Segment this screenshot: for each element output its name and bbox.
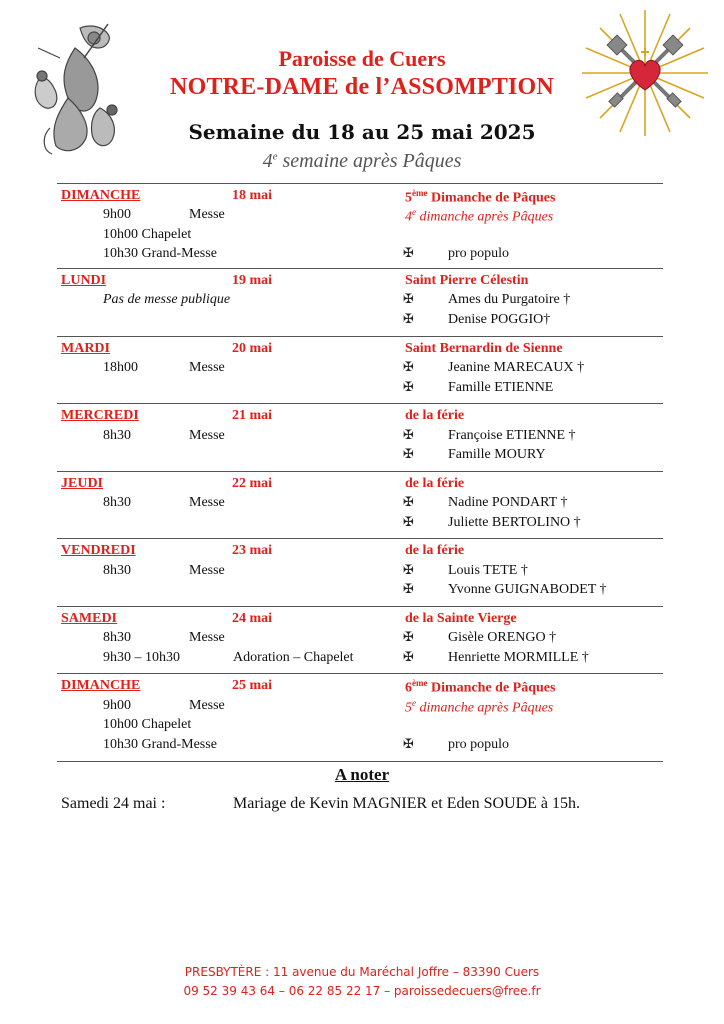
cross-icon: ✠ [403,563,414,578]
cross-icon: ✠ [403,292,414,307]
feast-sub-text: dimanche après Pâques [416,209,554,225]
feast-subtitle [405,698,553,717]
day-name: SAMEDI [61,611,118,626]
subtitle-text: semaine après Pâques [277,150,462,172]
day-date: 19 mai [232,273,273,288]
mass-intention: Henriette MORMILLE † [448,650,589,665]
mass-time: 8h30 [103,495,131,510]
mass-label: Messe [189,428,225,443]
feast-sub-text: dimanche après Pâques [416,700,554,716]
parish-name: Paroisse de Cuers [278,46,446,71]
feast-title [405,678,555,697]
mass-label: Messe [189,207,225,222]
mass-time: 18h00 [103,360,138,375]
feast-title: de la férie [405,408,465,423]
mass-label: Adoration – Chapelet [233,650,354,665]
feast-text: Dimanche de Pâques [427,190,556,206]
mass-intention: Juliette BERTOLINO † [448,515,581,530]
mass-intention: Françoise ETIENNE † [448,428,576,443]
mass-time: 10h00 Chapelet [103,227,192,242]
feast-title: Saint Bernardin de Sienne [405,341,563,356]
note-title: A noter [334,765,390,784]
church-title: NOTRE-DAME de l’ASSOMPTION [170,74,554,100]
feast-ordinal: ème [412,188,428,198]
mass-intention: Gisèle ORENGO † [448,630,557,645]
cross-icon: ✠ [403,737,414,752]
footer-contact: 09 52 39 43 64 – 06 22 85 22 17 – paroissedecuers@free.fr [183,984,541,998]
feast-title: de la férie [405,543,465,558]
day-name: MERCREDI [61,408,139,423]
cross-icon: ✠ [403,495,414,510]
note-day: Samedi 24 mai : [61,795,166,812]
mass-time: 10h30 Grand-Messe [103,246,217,261]
table-rule [57,673,663,674]
mass-intention: Denise POGGIO† [448,312,551,327]
feast-sub-ordinal: e [412,207,416,217]
mass-intention: Yvonne GUIGNABODET † [448,582,607,597]
feast-title: Saint Pierre Célestin [405,273,529,288]
cross-icon: ✠ [403,360,414,375]
mass-label: Messe [189,630,225,645]
day-date: 22 mai [232,476,273,491]
feast-title: de la Sainte Vierge [405,611,517,626]
feast-title: de la férie [405,476,465,491]
feast-number: 5 [405,190,412,206]
feast-ordinal: ème [412,678,428,688]
day-name: LUNDI [61,273,107,288]
cross-icon: ✠ [403,246,414,261]
table-rule [57,538,663,539]
day-date: 24 mai [232,611,273,626]
day-name: DIMANCHE [61,678,141,693]
cross-icon: ✠ [403,515,414,530]
day-date: 21 mai [232,408,273,423]
day-name: JEUDI [61,476,104,491]
cross-icon: ✠ [403,582,414,597]
mass-label: Messe [189,698,225,713]
table-rule [57,471,663,472]
cross-icon: ✠ [403,380,414,395]
feast-number: 6 [405,680,412,696]
day-date: 25 mai [232,678,273,693]
day-date: 23 mai [232,543,273,558]
mass-intention: Ames du Purgatoire † [448,292,571,307]
week-title: Semaine du 18 au 25 mai 2025 [188,120,536,144]
mass-intention: Famille ETIENNE [448,380,554,395]
mass-intention: pro populo [448,246,510,261]
mass-intention: Louis TETE † [448,563,528,578]
mass-time: 10h30 Grand-Messe [103,737,217,752]
feast-sub-ordinal: e [412,698,416,708]
day-name: VENDREDI [61,543,136,558]
cross-icon: ✠ [403,312,414,327]
table-rule [57,336,663,337]
mass-label: Messe [189,360,225,375]
feast-subtitle [405,207,553,226]
cross-icon: ✠ [403,447,414,462]
mass-label: Messe [189,495,225,510]
subtitle-number: 4 [262,150,273,172]
table-rule [57,268,663,269]
cross-icon: ✠ [403,428,414,443]
mass-time: 8h30 [103,428,131,443]
feast-text: Dimanche de Pâques [427,680,556,696]
feast-title [405,188,555,207]
mass-time: 8h30 [103,630,131,645]
table-rule [57,761,663,762]
cross-icon: ✠ [403,630,414,645]
note-text: Mariage de Kevin MAGNIER et Eden SOUDE à 15h. [233,795,581,812]
mass-time: 10h00 Chapelet [103,717,192,732]
table-rule [57,606,663,607]
day-name: DIMANCHE [61,188,141,203]
subtitle-ordinal: e [272,150,278,163]
mass-label: Messe [189,563,225,578]
table-rule [57,183,663,184]
table-rule [57,403,663,404]
day-date: 18 mai [232,188,273,203]
mass-intention: Famille MOURY [448,447,546,462]
mass-intention: pro populo [448,737,510,752]
mass-intention: Jeanine MARECAUX † [448,360,585,375]
mass-intention: Nadine PONDART † [448,495,568,510]
no-mass-note: Pas de messe publique [103,292,231,307]
day-date: 20 mai [232,341,273,356]
footer-address: PRESBYTÈRE : 11 avenue du Maréchal Joffre – 83390 Cuers [184,965,540,979]
mass-time: 9h30 – 10h30 [103,650,180,665]
week-subtitle [0,150,724,173]
mass-time: 8h30 [103,563,131,578]
day-name: MARDI [61,341,110,356]
feast-sub-number: 5 [405,700,412,716]
feast-sub-number: 4 [405,209,412,225]
mass-time: 9h00 [103,207,131,222]
mass-time: 9h00 [103,698,131,713]
cross-icon: ✠ [403,650,414,665]
keys-heart-emblem-icon [580,8,710,138]
